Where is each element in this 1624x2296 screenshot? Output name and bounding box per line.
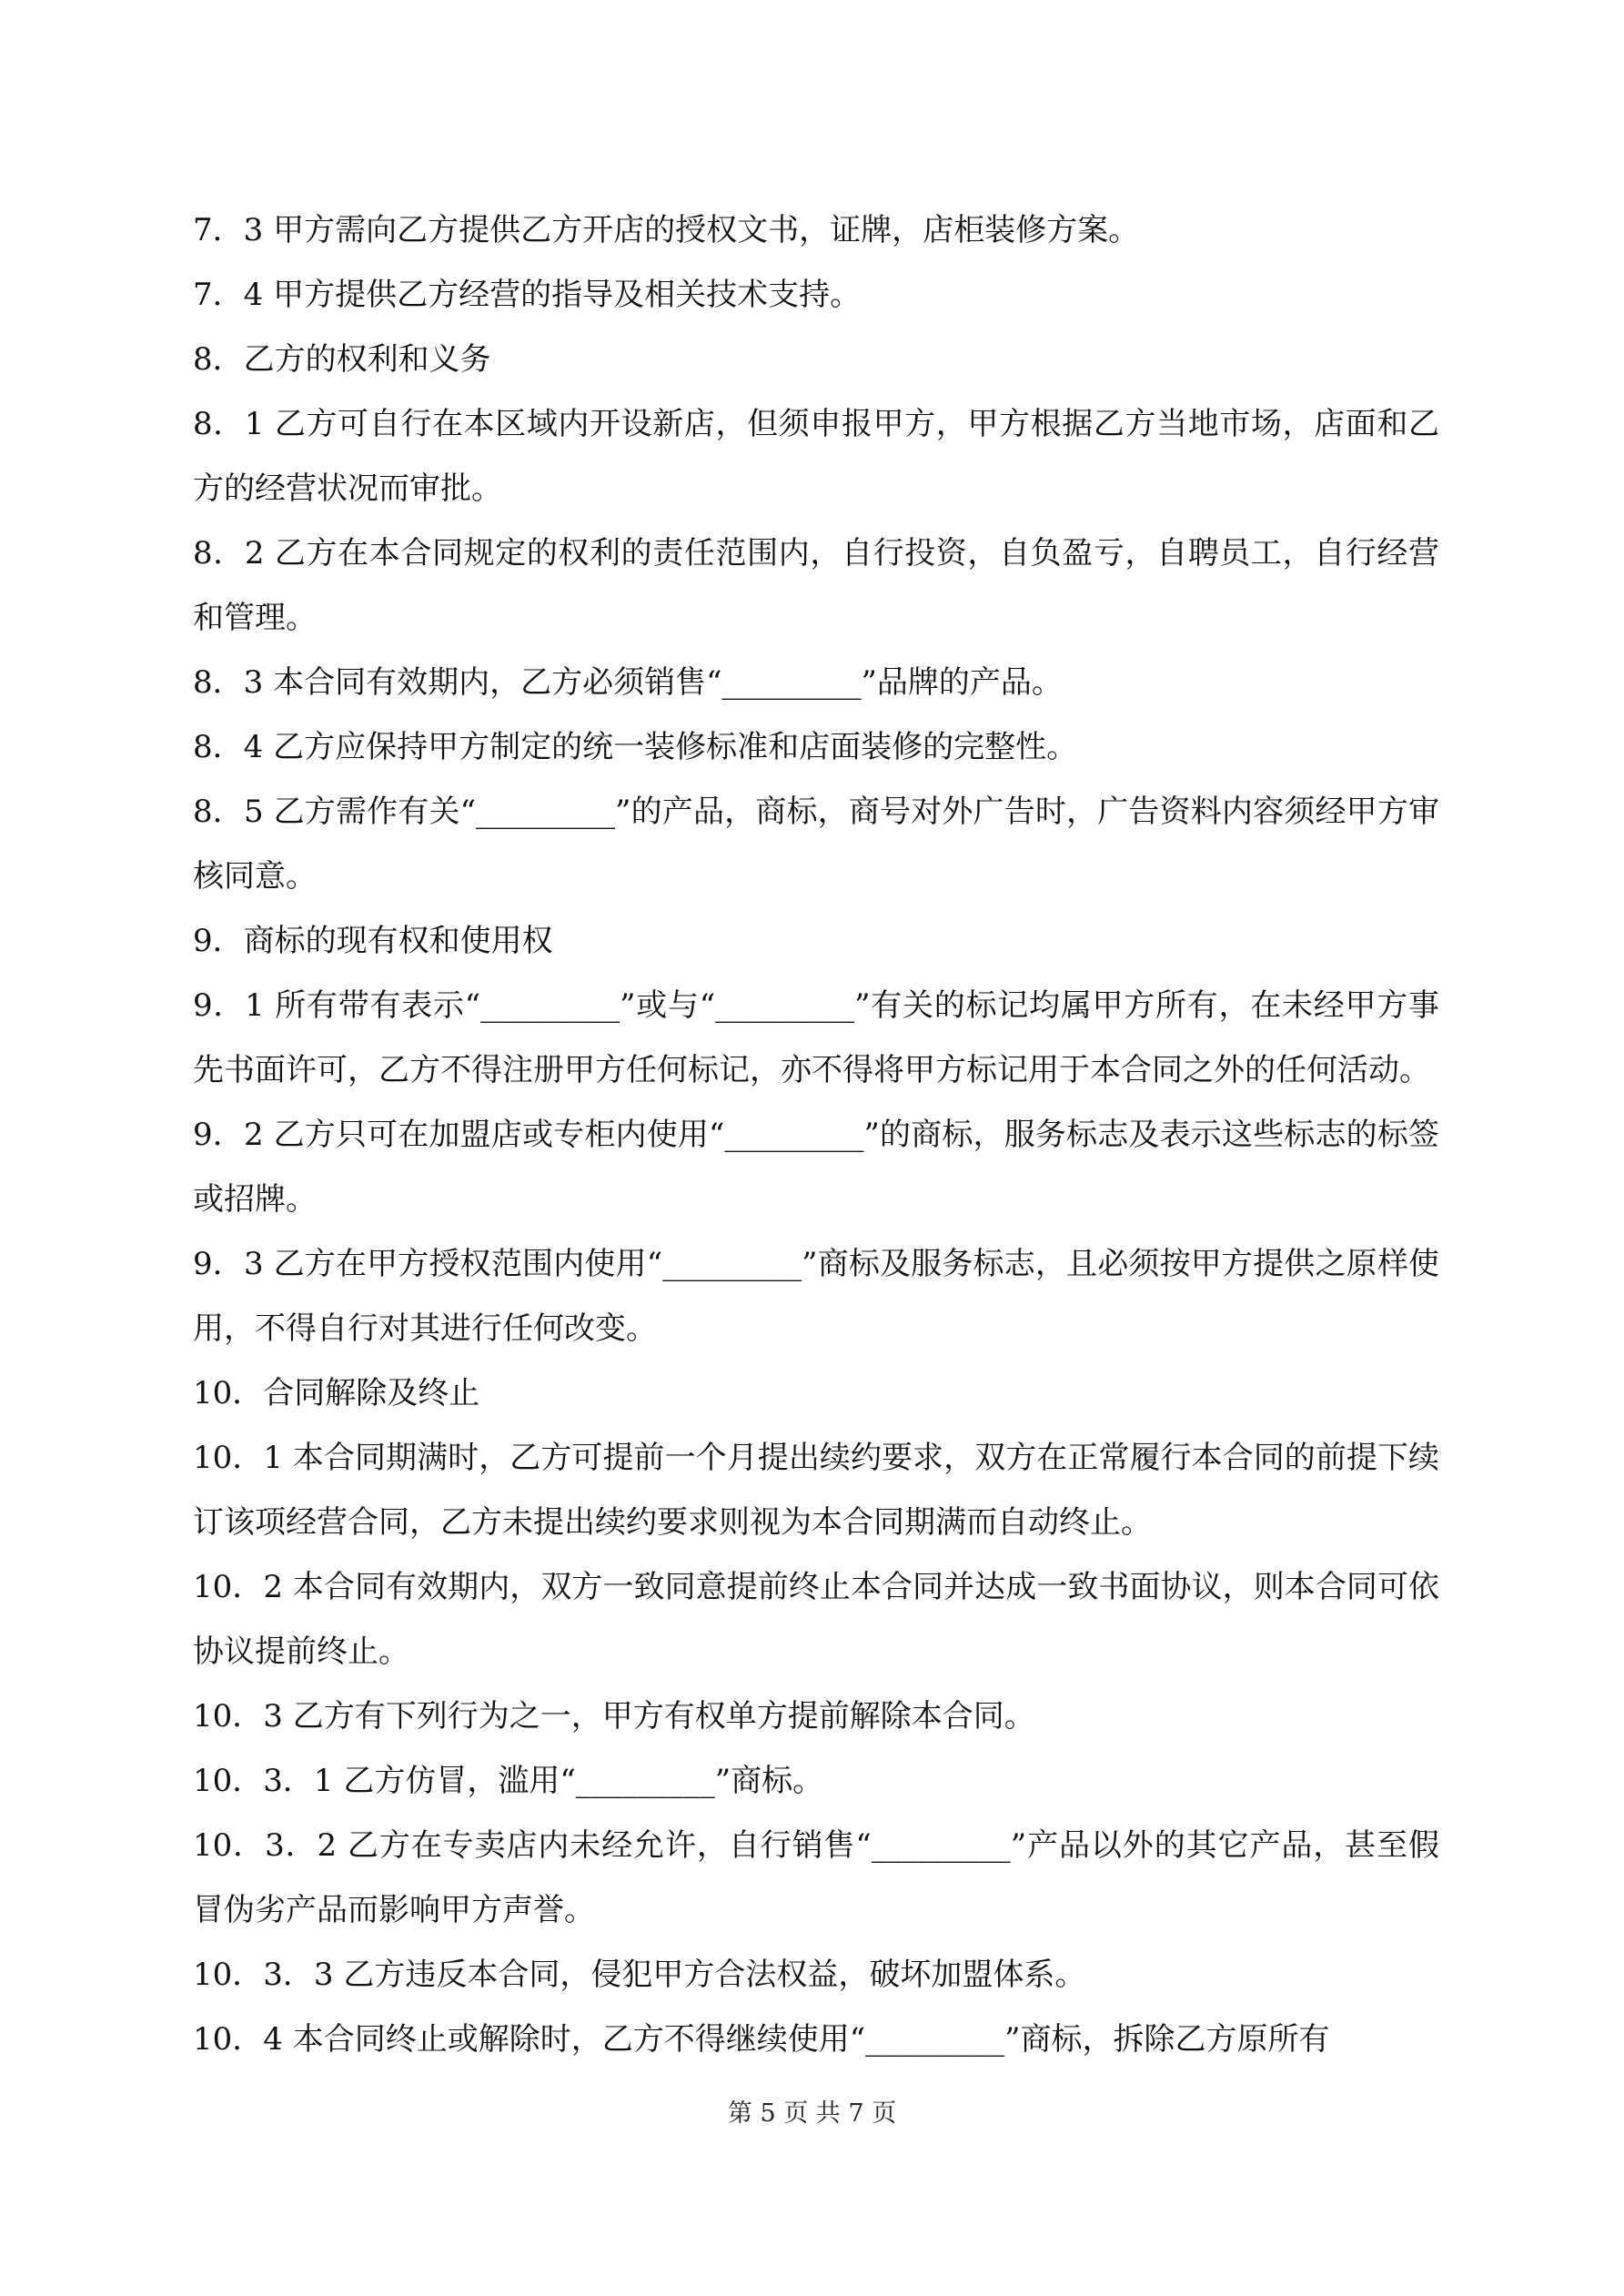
section-heading-9: 9．商标的现有权和使用权	[193, 923, 553, 959]
clause-8-2: 8．2 乙方在本合同规定的权利的责任范围内，自行投资，自负盈亏，自聘员工，自行经营和管理。	[193, 535, 1439, 636]
clause-9-3: 9．3 乙方在甲方授权范围内使用“_________”商标及服务标志，且必须按甲方提供之原样使用，不得自行对其进行任何改变。	[193, 1246, 1439, 1347]
section-heading-8: 8．乙方的权利和义务	[193, 341, 491, 378]
section-heading-10: 10．合同解除及终止	[193, 1375, 480, 1411]
clause-7-4: 7．4 甲方提供乙方经营的指导及相关技术支持。	[193, 277, 862, 313]
clause-10-3-1: 10．3．1 乙方仿冒，滥用“_________”商标。	[193, 1763, 824, 1799]
clause-8-5: 8．5 乙方需作有关“_________”的产品，商标，商号对外广告时，广告资料内容须经甲方审核同意。	[193, 794, 1439, 895]
clause-10-2: 10．2 本合同有效期内，双方一致同意提前终止本合同并达成一致书面协议，则本合同可依协议提前终止。	[193, 1569, 1439, 1670]
page-number-footer: 第 5 页 共 7 页	[727, 2099, 897, 2128]
clause-8-3: 8．3 本合同有效期内，乙方必须销售“_________”品牌的产品。	[193, 664, 1063, 701]
clause-9-2: 9．2 乙方只可在加盟店或专柜内使用“_________”的商标，服务标志及表示这些标志的标签或招牌。	[193, 1117, 1439, 1218]
clause-10-1: 10．1 本合同期满时，乙方可提前一个月提出续约要求，双方在正常履行本合同的前提下续订该项经营合同，乙方未提出续约要求则视为本合同期满而自动终止。	[193, 1440, 1439, 1541]
clause-9-1: 9．1 所有带有表示“_________”或与“_________”有关的标记均属甲方所有，在未经甲方事先书面许可，乙方不得注册甲方任何标记，亦不得将甲方标记用于本合同之外的任何活动。	[193, 987, 1439, 1088]
clause-7-3: 7．3 甲方需向乙方提供乙方开店的授权文书，证牌，店柜装修方案。	[193, 212, 1140, 248]
clause-10-3-2: 10．3．2 乙方在专卖店内未经允许，自行销售“_________”产品以外的其它产品，甚至假冒伪劣产品而影响甲方声誉。	[193, 1827, 1439, 1928]
contract-body	[193, 198, 1439, 2072]
clause-10-3: 10．3 乙方有下列行为之一，甲方有权单方提前解除本合同。	[193, 1698, 1035, 1735]
clause-10-3-3: 10．3．3 乙方违反本合同，侵犯甲方合法权益，破坏加盟体系。	[193, 1957, 1086, 1993]
clause-10-4: 10．4 本合同终止或解除时，乙方不得继续使用“_________”商标，拆除乙方原所有	[193, 2021, 1330, 2058]
clause-8-1: 8．1 乙方可自行在本区域内开设新店，但须申报甲方，甲方根据乙方当地市场，店面和乙方的经营状况而审批。	[193, 406, 1439, 507]
clause-8-4: 8．4 乙方应保持甲方制定的统一装修标准和店面装修的完整性。	[193, 729, 1078, 765]
